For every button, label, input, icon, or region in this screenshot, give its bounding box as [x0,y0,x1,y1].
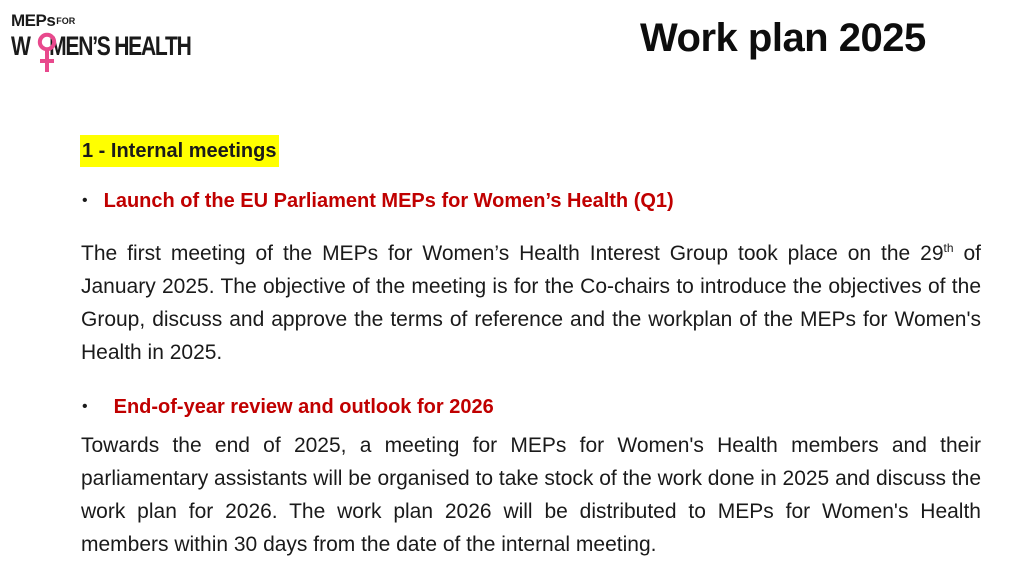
logo [11,12,211,74]
paragraph-launch: The first meeting of the MEPs for Women’s Health Interest Group took place on the 29th of January 2025. The objective of the meeting is for the Co-chairs to introduce the objectives of the Group, discuss and approve the terms of reference and the workplan of the MEPs for Women's Health in 2025. [81,241,981,364]
bullet-icon: • [82,398,88,415]
venus-symbol-icon [37,32,57,74]
bullet-icon: • [82,192,88,209]
bullet-heading-launch: • Launch of the EU Parliament MEPs for Women’s Health (Q1) [82,190,674,212]
bullet-heading-end-of-year: • End-of-year review and outlook for 2026 [82,396,494,418]
section-heading-internal-meetings: 1 - Internal meetings [80,135,279,167]
logo-text-meps: MEPsFOR [11,11,76,30]
paragraph-end-of-year: Towards the end of 2025, a meeting for MEPs for Women's Health members and their parliamentary assistants will be organised to take stock of the work done in 2025 and discuss the work plan for 2026. The work plan 2026 will be distributed to MEPs for Women's Health members within 30 days from the date of the internal meeting. [81,434,981,556]
page-title: Work plan 2025 [640,16,926,60]
logo-text-womens-health: W MEN’S HEALTH [11,31,191,61]
